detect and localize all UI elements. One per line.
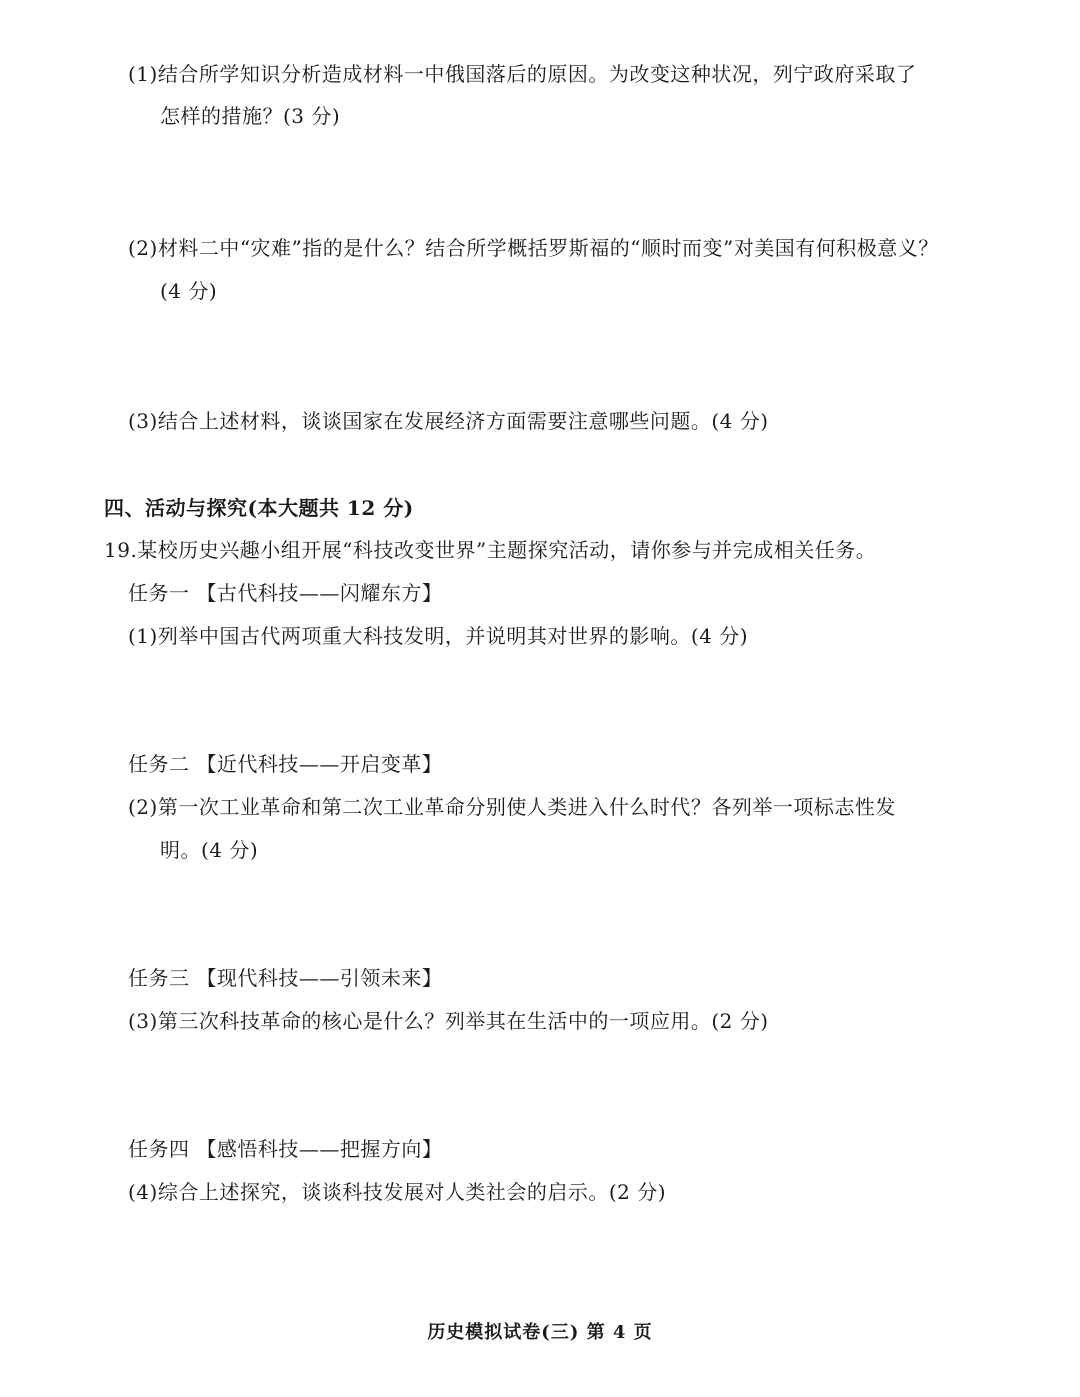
- task1-question: (1)列举中国古代两项重大科技发明，并说明其对世界的影响。(4 分): [128, 624, 749, 648]
- task4-title: 任务四 【感悟科技——把握方向】: [128, 1137, 443, 1161]
- q19-stem: 19.某校历史兴趣小组开展“科技改变世界”主题探究活动，请你参与并完成相关任务。: [104, 538, 877, 562]
- section-heading: 四、活动与探究(本大题共 12 分): [104, 496, 414, 520]
- task3-title: 任务三 【现代科技——引领未来】: [128, 966, 443, 990]
- task1-title: 任务一 【古代科技——闪耀东方】: [128, 581, 443, 605]
- q18-part2-line2: (4 分): [160, 279, 218, 303]
- page-footer: 历史模拟试卷(三) 第 4 页: [427, 1322, 653, 1343]
- task2-question-line1: (2)第一次工业革命和第二次工业革命分别使人类进入什么时代？各列举一项标志性发: [128, 795, 896, 819]
- q18-part2-line1: (2)材料二中“灾难”指的是什么？结合所学概括罗斯福的“顺时而变”对美国有何积极意义？: [128, 236, 939, 260]
- q18-part1-line1: (1)结合所学知识分析造成材料一中俄国落后的原因。为改变这种状况，列宁政府采取了: [128, 62, 917, 86]
- task2-title: 任务二 【近代科技——开启变革】: [128, 752, 443, 776]
- task2-question-line2: 明。(4 分): [160, 838, 259, 862]
- q18-part1-line2: 怎样的措施？(3 分): [160, 104, 341, 128]
- task4-question: (4)综合上述探究，谈谈科技发展对人类社会的启示。(2 分): [128, 1180, 667, 1204]
- q18-part3-line1: (3)结合上述材料，谈谈国家在发展经济方面需要注意哪些问题。(4 分): [128, 409, 769, 433]
- task3-question: (3)第三次科技革命的核心是什么？列举其在生活中的一项应用。(2 分): [128, 1009, 769, 1033]
